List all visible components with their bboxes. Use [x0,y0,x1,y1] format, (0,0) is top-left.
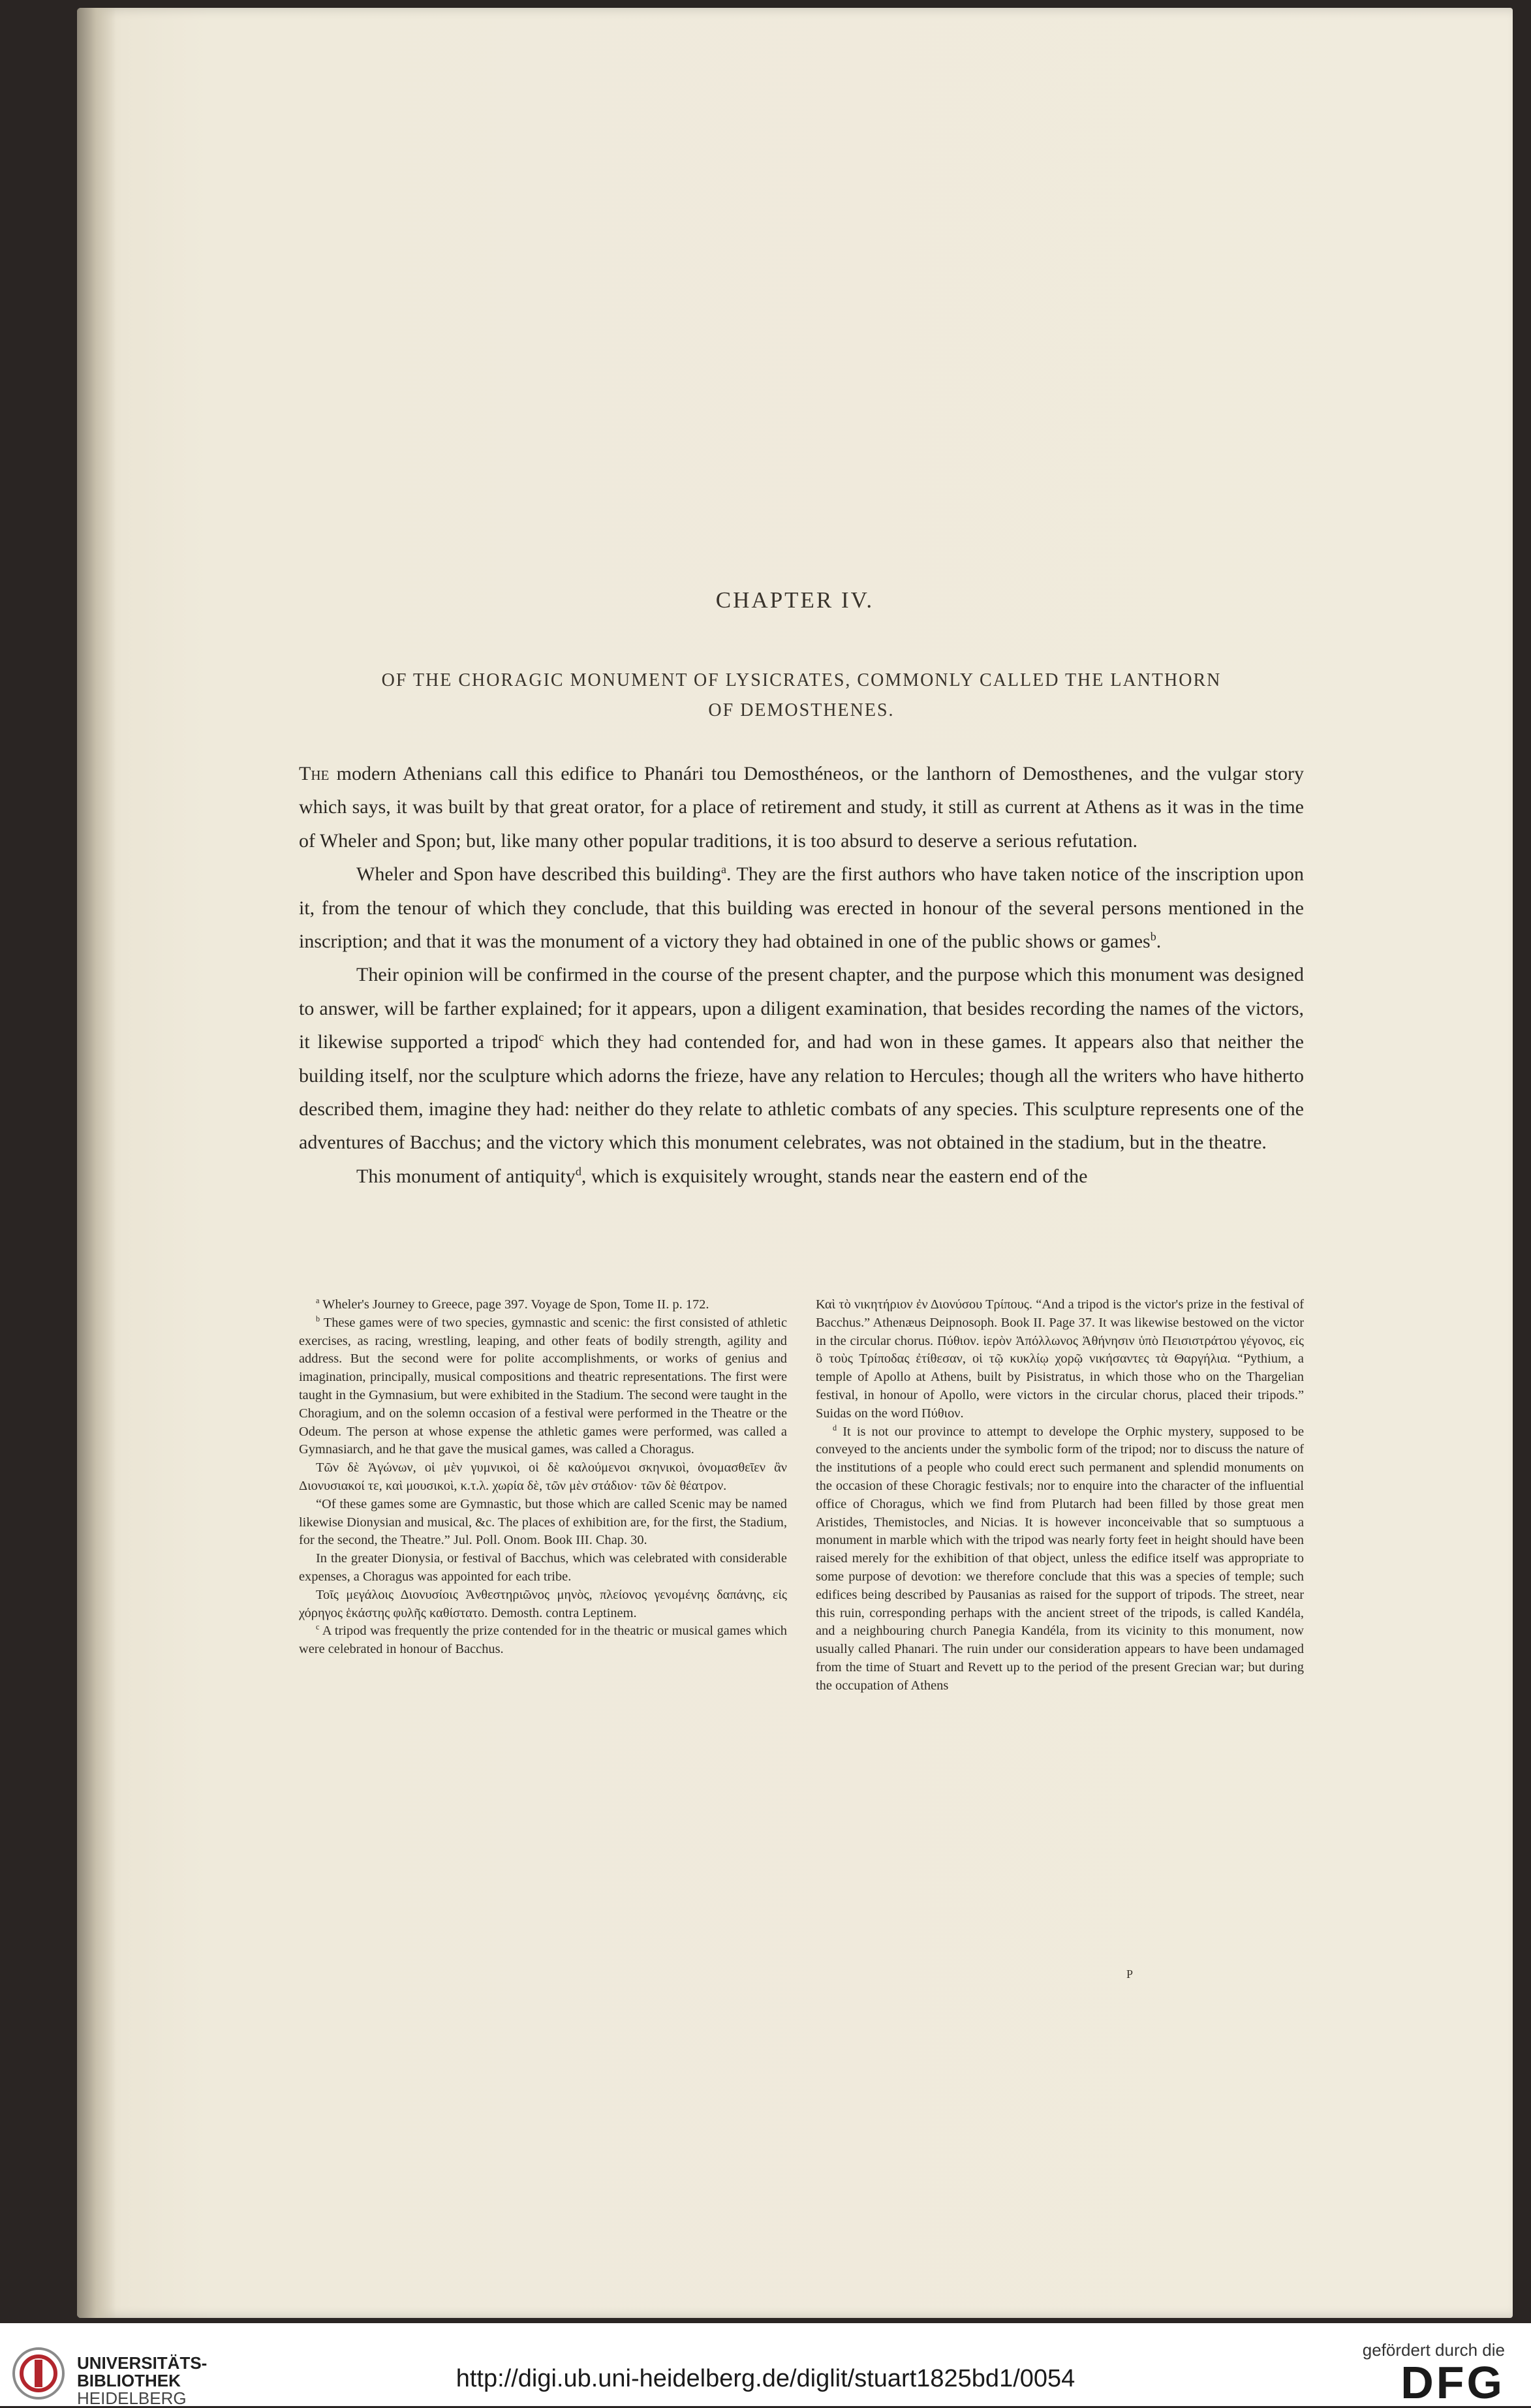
signature-mark: P [1126,1968,1134,1981]
footnote-c: $^c$ A tripod was frequently the prize contended for in the theatric or musical games which were celebrated in honour of Bacchus. [299,1622,787,1657]
footnote-ref-b: b [1150,930,1156,944]
footnote-b-greek-2: Τοῖς μεγάλοις Διονυσίοις Ἀνθεστηριῶνος μηνὸς, πλείονος γενομένης δαπάνης, εἰς χόρηγος ἑκάστης φυλῆς καθίστατο. Demosth. contra Leptinem. [299,1587,787,1620]
footnote-ref-a: a [720,863,726,876]
dfg-logo: DFG [1400,2357,1505,2408]
chapter-heading: CHAPTER IV. [715,587,874,613]
chapter-subtitle [299,666,1304,726]
footnote-a: $^a$ Wheler's Journey to Greece, page 397. Voyage de Spon, Tome II. p. 172. [316,1296,709,1312]
footnote-ref-d: d [575,1164,581,1178]
footnote-b: $^b$ These games were of two species, gymnastic and scenic: the first consisted of athletic exercises, as racing, wrestling, leaping, and other feats of bodily strength, agility and address. But the second were for polite accomplishments, or works of genius and imagination, principally, musical compositions and theatric representations. The first were taught in the Gymnasium, but were exhibited in the Stadium. The second were taught in the Choragium, and on the solemn occasion of a festival were performed in the Theatre or the Odeum. The person at whose expense the athletic games were performed, was called a Gymnasiarch, and he that gave the musical games, was called a Choragus. [299,1314,787,1457]
university-name: UNIVERSITÄTS- BIBLIOTHEK HEIDELBERG [77,2353,208,2408]
footnotes-right-column [816,1296,1304,1695]
footer-bar [0,2323,1531,2406]
paragraph-2: Wheler and Spon have described this building$^a$. They are the first authors who have taken notice of the inscription upon it, from the tenour of which they conclude, that this building was erected in honour of the several persons mentioned in the inscription; and that it was the monument of a victory they had obtained in one of the public shows or games$^b$. [299,863,1304,953]
paragraph-1: The modern Athenians call this edifice to Phanári tou Demosthéneos, or the lanthorn of Demosthenes, and the vulgar story which says, it was built by that great orator, for a place of retirement and study, it still as current at Athens as it was in the time of Wheler and Spon; but, like many other popular traditions, it is too absurd to deserve a serious refutation. [299,763,1304,852]
footnotes-left-column [299,1296,787,1695]
footnote-b-greek: Τῶν δὲ Ἀγώνων, οἱ μὲν γυμνικοὶ, οἱ δὲ καλούμενοι σκηνικοὶ, ὀνομασθεῖεν ἂν Διονυσιακοί τε, καὶ μουσικοὶ, κ.τ.λ. χωρία δὲ, τῶν μὲν στάδιον· τῶν δὲ θέατρον. [299,1460,787,1493]
footnote-c-continued: Καὶ τὸ νικητήριον ἐν Διονύσου Τρίπους. “And a tripod is the victor's prize in the festival of Bacchus.” Athenæus Deipnosoph. Book II. Page 37. It was likewise bestowed on the victor in the circular chorus. Πύθιον. ἱερὸν Ἀπόλλωνος Ἀθήνησιν ὑπὸ Πεισιστράτου γέγονος, εἰς ὃ τοὺς Τρίποδας ἐτίθεσαν, οἱ τῷ κυκλίῳ χορῷ νικήσαντες τὰ Θαργήλια. “Pythium, a temple of Apollo at Athens, built by Pisistratus, in which those who on the Thargelian festival, in honour of Apollo, were victors in the circular chorus, placed their tripods.” Suidas on the word Πύθιον. [816,1297,1304,1421]
subtitle-line-2: OF DEMOSTHENES. [708,700,895,720]
paragraph-4: This monument of antiquity$^d$, which is exquisitely wrought, stands near the eastern end of the [356,1164,1088,1187]
subtitle-line-1: OF THE CHORAGIC MONUMENT OF LYSICRATES, COMMONLY CALLED THE LANTHORN [381,670,1222,690]
drop-word: The [299,763,330,784]
footnote-b-dionysia: In the greater Dionysia, or festival of Bacchus, which was celebrated with considerable expenses, a Choragus was appointed for each tribe. [299,1551,787,1584]
source-url-link[interactable]: http://digi.ub.uni-heidelberg.de/diglit/stuart1825bd1/0054 [456,2365,1075,2392]
book-gutter [77,8,116,2318]
footnote-ref-c: c [538,1030,544,1044]
paragraph-3: Their opinion will be confirmed in the course of the present chapter, and the purpose which this monument was designed to answer, will be farther explained; for it appears, upon a diligent examination, that besides recording the names of the victors, it likewise supported a tripod$^c$ which they had contended for, and had won in these games. It appears also that neither the building itself, nor the sculpture which adorns the frieze, have any relation to Hercules; though all the writers who have hitherto described them, imagine they had: neither do they relate to athletic combats of any species. This sculpture represents one of the adventures of Bacchus; and the victory which this monument celebrates, was not obtained in the stadium, but in the theatre. [299,964,1304,1154]
footnotes [299,1296,1304,1695]
book-page [77,8,1513,2318]
funded-by-label: gefördert durch die [1362,2340,1505,2360]
main-text [299,757,1304,1193]
footnote-d: $^d$ It is not our province to attempt to develope the Orphic mystery, supposed to be conveyed to the ancients under the symbolic form of the tripod; nor to discuss the nature of the institutions of a people who could erect such permanent and splendid monuments on the occasion of these Choragic festivals; nor to enquire into the character of the influential office of Choragus, which we find from Plutarch had been filled by those great men Aristides, Themistocles, and Nicias. It is however inconceivable that so sumptuous a monument in marble which with the tripod was nearly forty feet in height should have been raised merely for the exhibition of that object, unless the edifice itself was appropriate to some purpose of devotion: we therefore conclude that this was a species of temple; such edifices being described by Pausanias as raised for the support of tripods. The street, near this ruin, corresponding perhaps with the ancient street of the tripods, is called Kandéla, and a neighbouring church Panegia Kandéla, from its vicinity to this monument, now usually called Phanari. The ruin under our consideration appears to have been undamaged from the time of Stuart and Revett up to the period of the present Grecian war; but during the occupation of Athens [816,1423,1304,1693]
footnote-b-translation: “Of these games some are Gymnastic, but those which are called Scenic may be named likewise Dionysian and musical, &c. The places of exhibition are, for the first, the Stadium, for the second, the Theatre.” Jul. Poll. Onom. Book III. Chap. 30. [299,1496,787,1548]
